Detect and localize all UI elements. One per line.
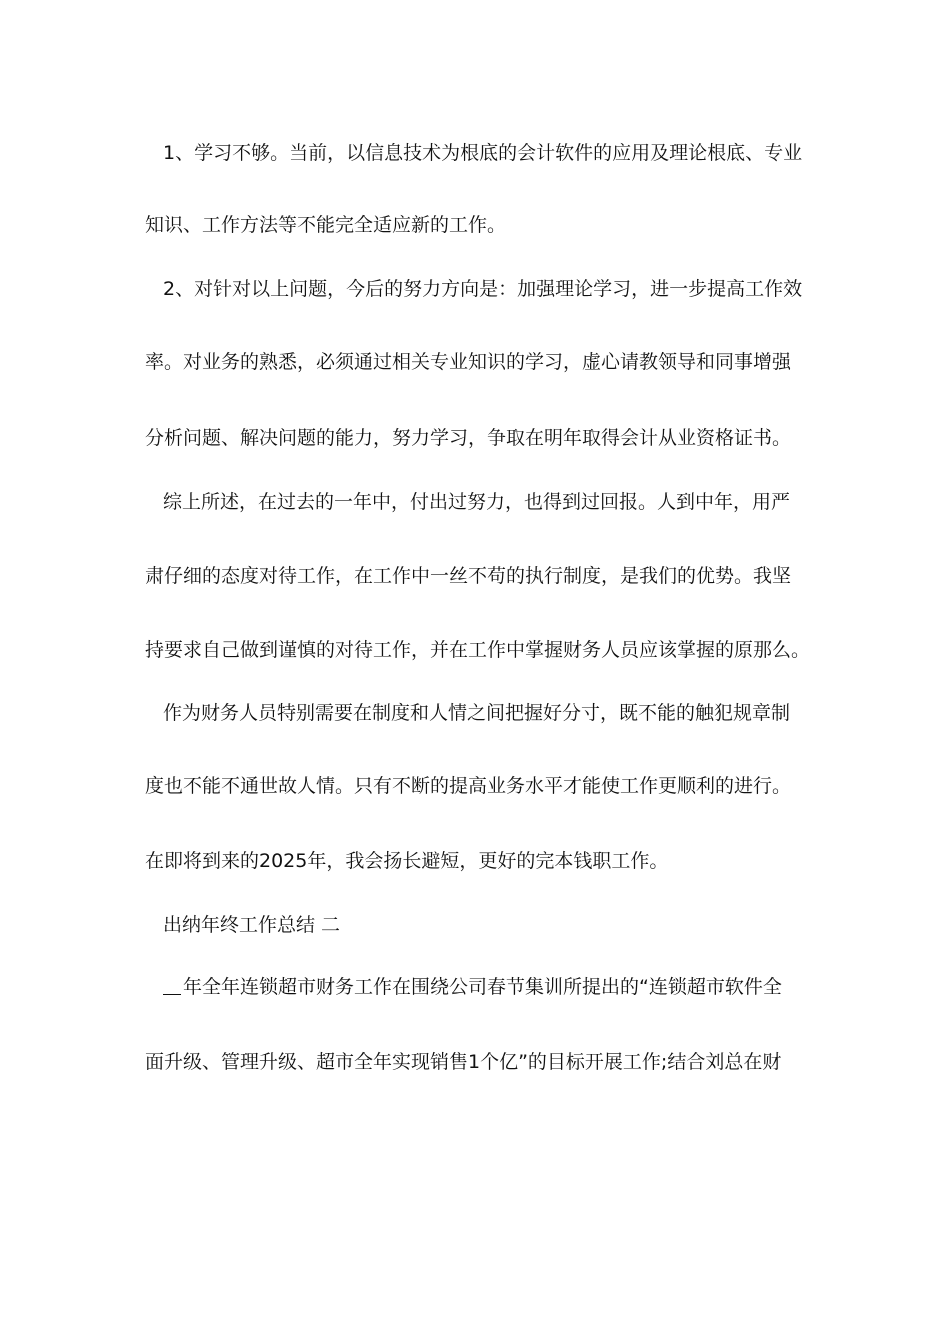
paragraph-4-line-1: 作为财务人员特别需要在制度和人情之间把握好分寸，既不能的触犯规章制 xyxy=(163,702,791,724)
paragraph-2-line-3: 分析问题、解决问题的能力，努力学习，争取在明年取得会计从业资格证书。 xyxy=(145,427,792,449)
paragraph-1-line-2: 知识、工作方法等不能完全适应新的工作。 xyxy=(145,214,507,236)
paragraph-2-line-1: 2、对针对以上问题，今后的努力方向是：加强理论学习，进一步提高工作效 xyxy=(163,278,803,300)
paragraph-3-line-3: 持要求自己做到谨慎的对待工作，并在工作中掌握财务人员应该掌握的原那么。 xyxy=(145,639,811,661)
paragraph-3-line-1: 综上所述，在过去的一年中，付出过努力，也得到过回报。人到中年，用严 xyxy=(163,491,791,513)
paragraph-5-line-1: 在即将到来的2025年，我会扬长避短，更好的完本钱职工作。 xyxy=(145,850,669,872)
section-heading: 出纳年终工作总结 二 xyxy=(163,914,341,936)
paragraph-3-line-2: 肃仔细的态度对待工作，在工作中一丝不苟的执行制度，是我们的优势。我坚 xyxy=(145,565,792,587)
blank-underline xyxy=(163,976,181,995)
paragraph-4-line-2: 度也不能不通世故人情。只有不断的提高业务水平才能使工作更顺利的进行。 xyxy=(145,775,792,797)
paragraph-1-line-1: 1、学习不够。当前，以信息技术为根底的会计软件的应用及理论根底、专业 xyxy=(163,142,803,164)
paragraph-6-line-1-text: 年全年连锁超市财务工作在围绕公司春节集训所提出的“连锁超市软件全 xyxy=(183,976,782,998)
paragraph-6-line-1 xyxy=(163,974,833,1000)
paragraph-6-line-2: 面升级、管理升级、超市全年实现销售1个亿”的目标开展工作;结合刘总在财 xyxy=(145,1051,782,1073)
paragraph-2-line-2: 率。对业务的熟悉，必须通过相关专业知识的学习，虚心请教领导和同事增强 xyxy=(145,351,792,373)
